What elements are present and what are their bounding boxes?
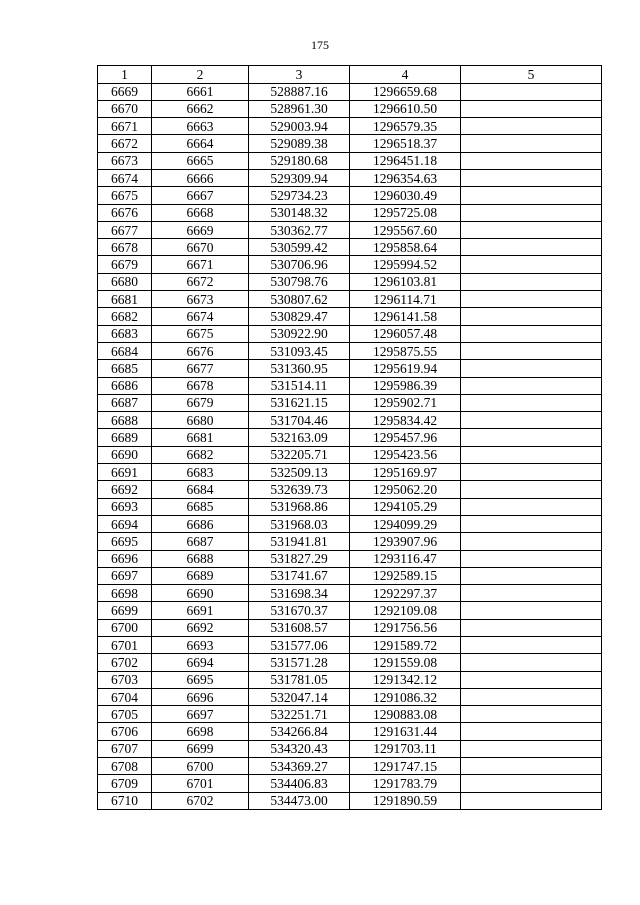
table-cell-col-2: 6663 [152,118,249,135]
table-cell-col-1: 6705 [98,706,152,723]
table-cell-col-2: 6670 [152,239,249,256]
table-cell-col-2: 6677 [152,360,249,377]
table-cell-col-5 [461,256,602,273]
table-cell-col-1: 6671 [98,118,152,135]
table-row [98,273,602,290]
table-row [98,637,602,654]
table-cell-col-5 [461,792,602,809]
table-cell-col-4: 1295875.55 [350,342,461,359]
table-row [98,775,602,792]
table-cell-col-3: 530829.47 [249,308,350,325]
table-cell-col-4: 1296141.58 [350,308,461,325]
table-cell-col-1: 6677 [98,221,152,238]
table-cell-col-1: 6682 [98,308,152,325]
table-cell-col-4: 1291747.15 [350,758,461,775]
table-cell-col-3: 531704.46 [249,412,350,429]
table-cell-col-2: 6661 [152,83,249,100]
table-cell-col-5 [461,360,602,377]
table-cell-col-2: 6664 [152,135,249,152]
table-cell-col-2: 6686 [152,515,249,532]
table-cell-col-5 [461,429,602,446]
table-cell-col-1: 6687 [98,394,152,411]
table-cell-col-4: 1290883.08 [350,706,461,723]
table-cell-col-1: 6686 [98,377,152,394]
table-cell-col-2: 6669 [152,221,249,238]
table-cell-col-4: 1293907.96 [350,533,461,550]
table-cell-col-3: 532163.09 [249,429,350,446]
table-cell-col-2: 6667 [152,187,249,204]
table-cell-col-2: 6690 [152,585,249,602]
table-cell-col-3: 530807.62 [249,291,350,308]
table-cell-col-1: 6710 [98,792,152,809]
table-cell-col-3: 530922.90 [249,325,350,342]
table-cell-col-5 [461,394,602,411]
table-cell-col-2: 6702 [152,792,249,809]
table-cell-col-4: 1296030.49 [350,187,461,204]
table-cell-col-1: 6701 [98,637,152,654]
table-cell-col-3: 531514.11 [249,377,350,394]
table-row [98,654,602,671]
column-header-4: 4 [350,66,461,84]
table-cell-col-2: 6687 [152,533,249,550]
table-row [98,533,602,550]
table-cell-col-5 [461,637,602,654]
table-cell-col-3: 531827.29 [249,550,350,567]
table-cell-col-5 [461,585,602,602]
table-row [98,567,602,584]
table-cell-col-5 [461,654,602,671]
table-cell-col-1: 6691 [98,464,152,481]
table-row [98,706,602,723]
table-row [98,308,602,325]
table-row [98,187,602,204]
table-cell-col-1: 6702 [98,654,152,671]
table-cell-col-3: 530599.42 [249,239,350,256]
table-cell-col-1: 6694 [98,515,152,532]
table-row [98,464,602,481]
table-cell-col-2: 6673 [152,291,249,308]
table-cell-col-4: 1295994.52 [350,256,461,273]
table-cell-col-2: 6675 [152,325,249,342]
table-cell-col-5 [461,740,602,757]
table-cell-col-2: 6694 [152,654,249,671]
table-cell-col-5 [461,446,602,463]
table-cell-col-1: 6695 [98,533,152,550]
table-row [98,239,602,256]
table-header-row [98,66,602,84]
table-cell-col-2: 6678 [152,377,249,394]
column-header-1: 1 [98,66,152,84]
table-cell-col-4: 1295902.71 [350,394,461,411]
table-cell-col-4: 1296057.48 [350,325,461,342]
table-cell-col-3: 534406.83 [249,775,350,792]
table-cell-col-1: 6693 [98,498,152,515]
table-cell-col-4: 1295834.42 [350,412,461,429]
table-cell-col-2: 6701 [152,775,249,792]
table-row [98,83,602,100]
table-cell-col-4: 1294105.29 [350,498,461,515]
table-cell-col-1: 6689 [98,429,152,446]
table-cell-col-4: 1296103.81 [350,273,461,290]
table-cell-col-5 [461,567,602,584]
table-cell-col-2: 6662 [152,100,249,117]
table-cell-col-4: 1291589.72 [350,637,461,654]
table-row [98,100,602,117]
table-cell-col-1: 6669 [98,83,152,100]
table-cell-col-3: 531741.67 [249,567,350,584]
table-cell-col-5 [461,342,602,359]
table-cell-col-4: 1292297.37 [350,585,461,602]
table-cell-col-3: 531698.34 [249,585,350,602]
table-cell-col-3: 531670.37 [249,602,350,619]
table-row [98,740,602,757]
table-row [98,429,602,446]
table-cell-col-3: 529089.38 [249,135,350,152]
table-cell-col-2: 6699 [152,740,249,757]
table-cell-col-4: 1292589.15 [350,567,461,584]
table-body [98,83,602,809]
table-row [98,515,602,532]
table-cell-col-4: 1295457.96 [350,429,461,446]
table-row [98,325,602,342]
table-cell-col-1: 6708 [98,758,152,775]
table-cell-col-1: 6700 [98,619,152,636]
table-row [98,169,602,186]
table-cell-col-3: 530706.96 [249,256,350,273]
table-cell-col-5 [461,204,602,221]
table-cell-col-5 [461,152,602,169]
table-row [98,758,602,775]
table-cell-col-4: 1295062.20 [350,481,461,498]
table-cell-col-1: 6698 [98,585,152,602]
table-cell-col-4: 1291703.11 [350,740,461,757]
table-cell-col-5 [461,118,602,135]
table-cell-col-3: 532251.71 [249,706,350,723]
table-cell-col-4: 1294099.29 [350,515,461,532]
table-cell-col-1: 6707 [98,740,152,757]
table-cell-col-5 [461,706,602,723]
table-cell-col-2: 6693 [152,637,249,654]
table-row [98,619,602,636]
table-row [98,377,602,394]
table-cell-col-2: 6671 [152,256,249,273]
table-cell-col-3: 532509.13 [249,464,350,481]
table-cell-col-3: 534369.27 [249,758,350,775]
table-cell-col-5 [461,308,602,325]
table-cell-col-1: 6685 [98,360,152,377]
table-cell-col-4: 1296659.68 [350,83,461,100]
table-cell-col-1: 6709 [98,775,152,792]
table-cell-col-3: 529180.68 [249,152,350,169]
table-cell-col-3: 530148.32 [249,204,350,221]
page-number: 175 [311,38,329,52]
table-cell-col-2: 6700 [152,758,249,775]
table-cell-col-2: 6668 [152,204,249,221]
table-cell-col-4: 1295858.64 [350,239,461,256]
table-cell-col-3: 531781.05 [249,671,350,688]
table-row [98,481,602,498]
table-cell-col-5 [461,550,602,567]
table-cell-col-3: 531360.95 [249,360,350,377]
table-cell-col-3: 531571.28 [249,654,350,671]
table-row [98,688,602,705]
table-cell-col-3: 530798.76 [249,273,350,290]
table-cell-col-5 [461,273,602,290]
table-cell-col-2: 6688 [152,550,249,567]
table-cell-col-4: 1295423.56 [350,446,461,463]
table-cell-col-2: 6666 [152,169,249,186]
table-cell-col-1: 6679 [98,256,152,273]
table-cell-col-5 [461,481,602,498]
table-cell-col-5 [461,169,602,186]
table-cell-col-4: 1291631.44 [350,723,461,740]
table-cell-col-3: 531608.57 [249,619,350,636]
table-row [98,446,602,463]
table-cell-col-2: 6684 [152,481,249,498]
table-cell-col-1: 6670 [98,100,152,117]
table-cell-col-5 [461,775,602,792]
table-cell-col-4: 1291756.56 [350,619,461,636]
table-cell-col-4: 1296114.71 [350,291,461,308]
table-cell-col-1: 6704 [98,688,152,705]
table-cell-col-4: 1292109.08 [350,602,461,619]
table-cell-col-3: 530362.77 [249,221,350,238]
table-cell-col-4: 1295567.60 [350,221,461,238]
table-cell-col-3: 532205.71 [249,446,350,463]
table-cell-col-5 [461,515,602,532]
table-cell-col-5 [461,325,602,342]
coordinates-table [97,65,602,810]
table-cell-col-5 [461,135,602,152]
table-cell-col-1: 6692 [98,481,152,498]
table-cell-col-3: 531941.81 [249,533,350,550]
table-cell-col-4: 1291783.79 [350,775,461,792]
table-cell-col-1: 6678 [98,239,152,256]
table-cell-col-5 [461,187,602,204]
table-cell-col-2: 6680 [152,412,249,429]
table-cell-col-1: 6680 [98,273,152,290]
table-cell-col-4: 1296451.18 [350,152,461,169]
table-row [98,602,602,619]
table-cell-col-2: 6691 [152,602,249,619]
table-row [98,256,602,273]
table-cell-col-5 [461,221,602,238]
table-cell-col-5 [461,412,602,429]
table-cell-col-3: 529734.23 [249,187,350,204]
table-cell-col-4: 1295169.97 [350,464,461,481]
table-row [98,498,602,515]
table-cell-col-4: 1291559.08 [350,654,461,671]
table-cell-col-4: 1291890.59 [350,792,461,809]
table-cell-col-5 [461,377,602,394]
table-cell-col-1: 6684 [98,342,152,359]
table-cell-col-4: 1295986.39 [350,377,461,394]
table-cell-col-5 [461,498,602,515]
table-cell-col-4: 1291342.12 [350,671,461,688]
column-header-3: 3 [249,66,350,84]
table-cell-col-4: 1295619.94 [350,360,461,377]
table-cell-col-5 [461,464,602,481]
table-cell-col-3: 531968.03 [249,515,350,532]
table-cell-col-5 [461,602,602,619]
table-cell-col-4: 1296518.37 [350,135,461,152]
table-cell-col-4: 1291086.32 [350,688,461,705]
table-row [98,394,602,411]
table-cell-col-3: 531621.15 [249,394,350,411]
table-cell-col-1: 6688 [98,412,152,429]
table-cell-col-4: 1296610.50 [350,100,461,117]
table-cell-col-5 [461,723,602,740]
table-cell-col-1: 6676 [98,204,152,221]
table-cell-col-2: 6685 [152,498,249,515]
table-row [98,360,602,377]
table-cell-col-2: 6681 [152,429,249,446]
table-cell-col-3: 531968.86 [249,498,350,515]
table-cell-col-3: 534266.84 [249,723,350,740]
table-cell-col-3: 528961.30 [249,100,350,117]
table-row [98,221,602,238]
table-cell-col-1: 6675 [98,187,152,204]
table-row [98,291,602,308]
table-cell-col-5 [461,688,602,705]
table-cell-col-3: 529003.94 [249,118,350,135]
table-row [98,152,602,169]
table-cell-col-3: 532047.14 [249,688,350,705]
table-cell-col-1: 6673 [98,152,152,169]
table-cell-col-3: 531577.06 [249,637,350,654]
table-row [98,204,602,221]
table-cell-col-4: 1295725.08 [350,204,461,221]
table-row [98,671,602,688]
table-cell-col-2: 6692 [152,619,249,636]
table-cell-col-1: 6672 [98,135,152,152]
table-cell-col-5 [461,100,602,117]
table-cell-col-3: 528887.16 [249,83,350,100]
table-row [98,792,602,809]
table-cell-col-5 [461,291,602,308]
table-row [98,118,602,135]
table-cell-col-5 [461,533,602,550]
table-cell-col-2: 6683 [152,464,249,481]
table-row [98,135,602,152]
table-cell-col-2: 6698 [152,723,249,740]
table-row [98,550,602,567]
table-cell-col-5 [461,239,602,256]
table-cell-col-2: 6672 [152,273,249,290]
table-cell-col-1: 6683 [98,325,152,342]
table-cell-col-2: 6674 [152,308,249,325]
table-cell-col-5 [461,619,602,636]
table-row [98,412,602,429]
table-cell-col-1: 6696 [98,550,152,567]
table-cell-col-2: 6697 [152,706,249,723]
table-cell-col-1: 6681 [98,291,152,308]
table-cell-col-1: 6674 [98,169,152,186]
table-cell-col-3: 534320.43 [249,740,350,757]
table-cell-col-1: 6703 [98,671,152,688]
column-header-2: 2 [152,66,249,84]
table-cell-col-2: 6689 [152,567,249,584]
column-header-5: 5 [461,66,602,84]
table-cell-col-4: 1293116.47 [350,550,461,567]
table-cell-col-2: 6695 [152,671,249,688]
table-cell-col-5 [461,671,602,688]
table-cell-col-1: 6699 [98,602,152,619]
table-cell-col-2: 6679 [152,394,249,411]
table-cell-col-3: 532639.73 [249,481,350,498]
table-cell-col-2: 6676 [152,342,249,359]
table-cell-col-1: 6690 [98,446,152,463]
table-cell-col-5 [461,83,602,100]
table-cell-col-2: 6682 [152,446,249,463]
table-row [98,585,602,602]
table-cell-col-3: 531093.45 [249,342,350,359]
table-cell-col-5 [461,758,602,775]
table-cell-col-3: 534473.00 [249,792,350,809]
table-cell-col-1: 6697 [98,567,152,584]
table-cell-col-2: 6665 [152,152,249,169]
table-cell-col-1: 6706 [98,723,152,740]
table-row [98,723,602,740]
table-cell-col-4: 1296579.35 [350,118,461,135]
table-cell-col-2: 6696 [152,688,249,705]
table-cell-col-4: 1296354.63 [350,169,461,186]
table-cell-col-3: 529309.94 [249,169,350,186]
table-row [98,342,602,359]
